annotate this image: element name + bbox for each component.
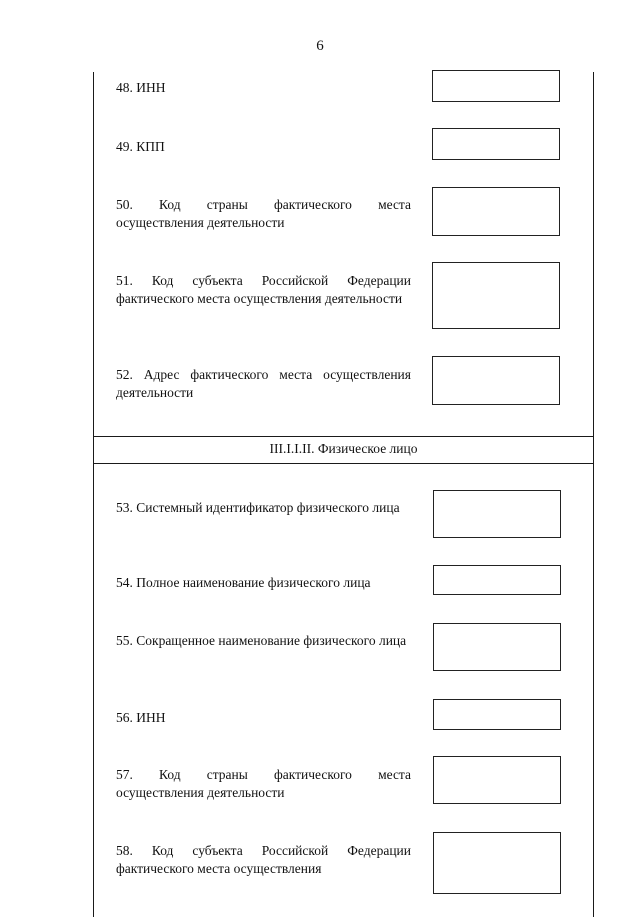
field-57-input-box[interactable]: [433, 756, 561, 804]
form-frame-left-border: [93, 72, 94, 917]
field-52-label: 52. Адрес фактического места осуществления деятельности: [116, 367, 411, 400]
field-50-input-box[interactable]: [432, 187, 560, 236]
page-number: 6: [316, 38, 324, 54]
section-header-band: [93, 436, 594, 464]
field-55-label: 55. Сокращенное наименование физического лица: [116, 633, 407, 648]
field-52-input-box[interactable]: [432, 356, 560, 405]
field-53-input-box[interactable]: [433, 490, 561, 538]
field-53-label: 53. Системный идентификатор физического лица: [116, 500, 400, 515]
field-55-input-box[interactable]: [433, 623, 561, 671]
field-56-input-box[interactable]: [433, 699, 561, 730]
field-54-input-box[interactable]: [433, 565, 561, 595]
field-48-input-box[interactable]: [432, 70, 560, 102]
field-58-input-box[interactable]: [433, 832, 561, 894]
section-title: III.I.I.II. Физическое лицо: [269, 441, 418, 456]
field-57-label: 57. Код страны фактического места осуществления деятельности: [116, 767, 411, 800]
field-56-label: 56. ИНН: [116, 710, 166, 725]
field-49-label: 49. КПП: [116, 139, 165, 154]
field-54-label: 54. Полное наименование физического лица: [116, 575, 371, 590]
field-51-input-box[interactable]: [432, 262, 560, 329]
field-48-label: 48. ИНН: [116, 80, 166, 95]
field-50-label: 50. Код страны фактического места осуществления деятельности: [116, 197, 411, 230]
field-58-label: 58. Код субъекта Российской Федерации фактического места осуществления: [116, 843, 411, 876]
field-49-input-box[interactable]: [432, 128, 560, 160]
field-51-label: 51. Код субъекта Российской Федерации фактического места осуществления деятельности: [116, 273, 411, 306]
form-frame-right-border: [593, 72, 594, 917]
